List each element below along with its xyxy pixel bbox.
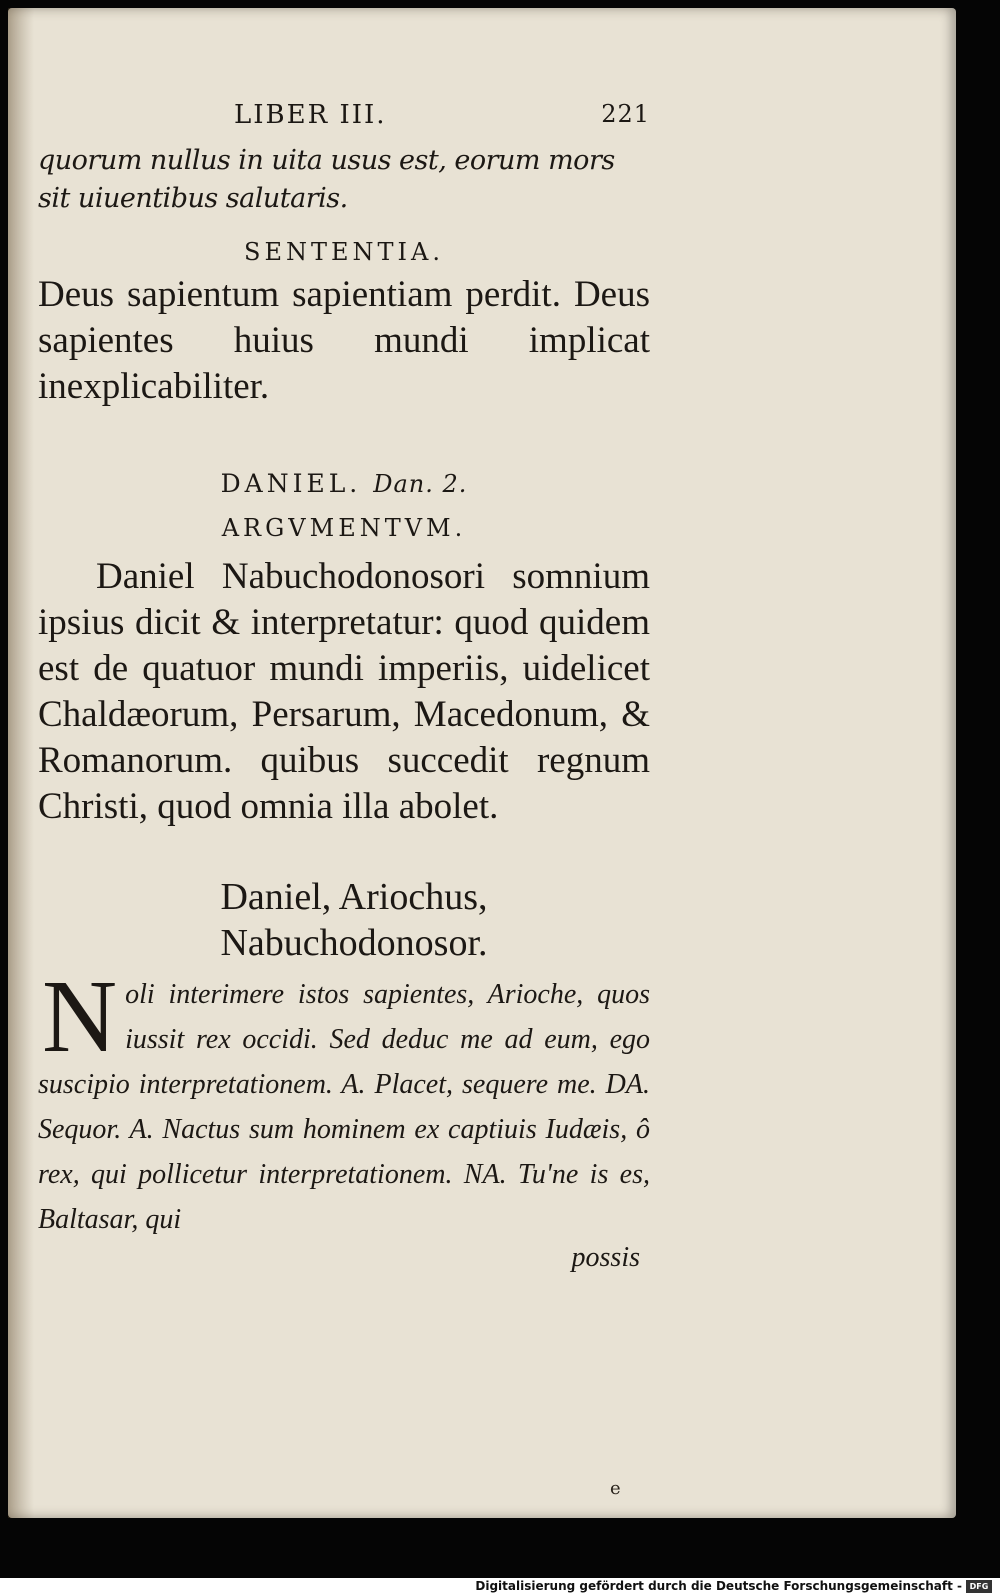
footer-credit: Digitalisierung gefördert durch die Deutsche Forschungsgemeinschaft - <box>475 1579 962 1593</box>
dialogue-text: oli interimere istos sapientes, Arioche, quos iussit rex occidi. Sed deduc me ad eum, ego suscipio interpretationem. A. Placet, sequere me. DA. Sequor. A. Nactus sum hominem ex captiuis Iudæis, ô rex, qui pollicetur interpretationem. NA. Tu'ne is es, Baltasar, qui <box>38 979 650 1235</box>
argumentum-heading: ARGVMENTVM. <box>221 514 467 542</box>
drop-cap: N <box>42 959 118 1074</box>
sententia-text: Deus sapientum sapientiam perdit. Deus sapientes huius mundi implicat inexplicabiliter. <box>38 274 650 407</box>
dramatis-personae: Daniel, Ariochus, Nabuchodonosor. <box>220 876 488 964</box>
dfg-logo: DFG <box>966 1580 992 1593</box>
dialogue-block <box>38 959 650 1242</box>
sententia-heading: SENTENTIA. <box>244 238 444 266</box>
catchword: possis <box>571 1242 640 1273</box>
page-gutter-shadow <box>8 8 34 1518</box>
daniel-title: DANIEL. <box>220 469 362 498</box>
argumentum-text: Daniel Nabuchodonosori somnium ipsius dicit & interpretatur: quod quidem est de quatuor mundi imperiis, uidelicet Chaldæorum, Persarum, Macedonum, & Romanorum. quibus succedit regnum Christi, quod omnia illa abolet. <box>38 556 650 827</box>
continuation-text: quorum nullus in uita usus est, eorum mors sit uiuentibus salutaris. <box>38 145 615 214</box>
running-head-title: LIBER III. <box>234 100 387 130</box>
scripture-reference: Dan. 2. <box>373 470 468 498</box>
signature-mark: e <box>610 1478 621 1499</box>
running-head <box>38 100 650 142</box>
footer-bar <box>0 1578 1000 1596</box>
daniel-heading <box>38 462 650 506</box>
page-text-block <box>38 100 650 1274</box>
page-number: 221 <box>601 100 650 128</box>
